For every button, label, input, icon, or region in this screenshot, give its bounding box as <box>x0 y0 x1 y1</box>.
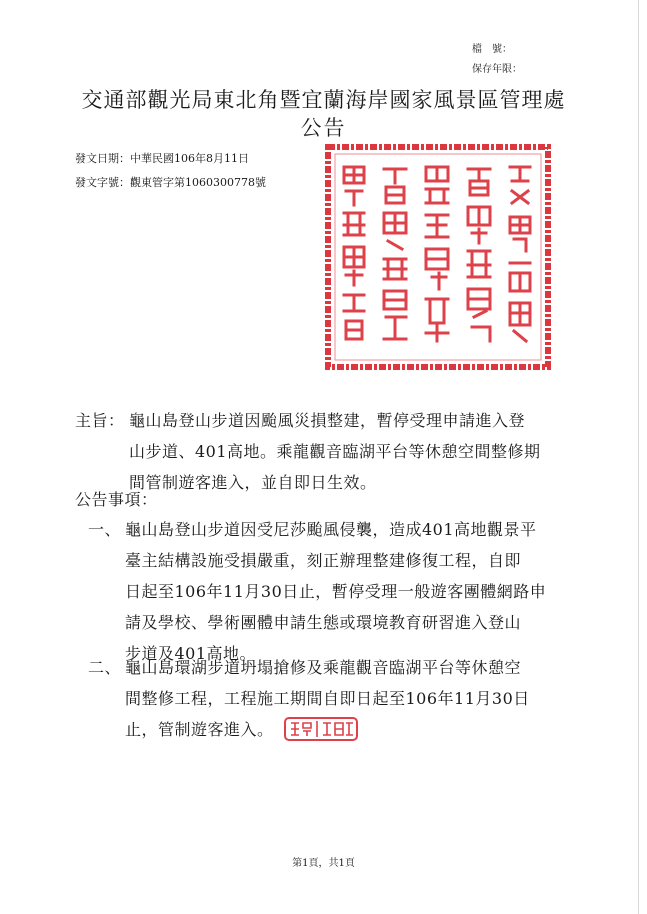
item-line: 臺主結構設施受損嚴重，刻正辦理整建修復工程，自即 <box>125 551 522 570</box>
organization-title: 交通部觀光局東北角暨宜蘭海岸國家風景區管理處 <box>81 88 566 112</box>
subject-line: 龜山島登山步道因颱風災損整建，暫停受理申請進入登 <box>129 411 526 430</box>
item-marker: 一、 <box>88 520 122 539</box>
document-number: 發文字號：觀東管字第1060300778號 <box>75 176 266 189</box>
official-seal-stamp <box>322 141 554 373</box>
item-line: 龜山島登山步道因受尼莎颱風侵襲，造成401高地觀景平 <box>125 520 537 539</box>
subject-line: 山步道、401高地。乘龍觀音臨湖平台等休憩空間整修期 <box>129 442 541 461</box>
subject-label: 主旨： <box>75 411 125 430</box>
item-line: 止，管制遊客進入。 <box>125 720 274 739</box>
retention-row <box>472 60 522 80</box>
director-seal-stamp <box>283 716 359 742</box>
retention-label: 保存年限： <box>472 64 522 75</box>
subject-body <box>129 405 569 498</box>
document-type-title: 公告 <box>300 116 347 140</box>
item-line: 龜山島環湖步道坍塌搶修及乘龍觀音臨湖平台等休憩空 <box>125 658 522 677</box>
item-marker: 二、 <box>88 658 122 677</box>
item-line: 請及學校、學術團體申請生態或環境教育研習進入登山 <box>125 613 522 632</box>
issue-date: 發文日期：中華民國106年8月11日 <box>75 152 249 165</box>
archive-info <box>472 40 522 80</box>
announcements-label: 公告事項： <box>75 490 158 509</box>
item-line: 步道及401高地。 <box>125 644 257 663</box>
scan-edge-line <box>638 0 639 914</box>
subject-line: 間管制遊客進入，並自即日生效。 <box>129 473 377 492</box>
item-line: 間整修工程，工程施工期間自即日起至106年11月30日 <box>125 689 530 708</box>
file-number-label: 檔 號： <box>472 44 512 55</box>
item-text <box>125 514 575 669</box>
file-number-row <box>472 40 522 60</box>
page-footer: 第1頁，共1頁 <box>292 858 355 869</box>
item-line: 日起至106年11月30日止，暫停受理一般遊客團體網路申 <box>125 582 547 601</box>
